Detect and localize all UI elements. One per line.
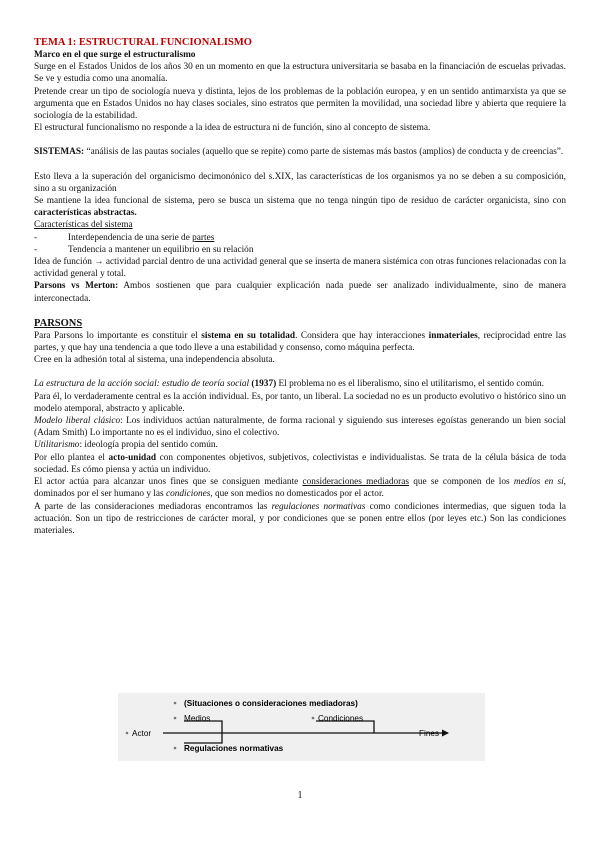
paragraph	[34, 439, 566, 451]
utilitarismo-label: Utilitarismo	[34, 440, 80, 451]
bullet-dash: -	[34, 232, 38, 243]
caracteristicas-heading: Características del sistema	[34, 220, 133, 231]
text-run: Ambos sostienen que para cualquier explicación nada puede ser analizado individualmente, sino de manera interconectada.	[34, 281, 566, 304]
paragraph	[34, 452, 566, 476]
section-heading-parsons: PARSONS	[34, 317, 83, 329]
section-heading-marco: Marco en el que surge el estructuralismo	[34, 50, 196, 60]
sistemas-definition	[34, 146, 566, 158]
paragraph	[34, 501, 566, 538]
text-run-underlined: consideraciones mediadoras	[302, 477, 409, 488]
dot-condiciones	[312, 717, 315, 720]
text-run: El problema no es el liberalismo, sino el utilitarismo, el sentido común.	[276, 379, 544, 390]
paragraph: Pretende crear un tipo de sociología nueva y distinta, lejos de los problemas de la población europea, y en un sentido antimarxista ya que se argumenta que en Estados Unidos no hay clases sociales, sino estratos que permiten la movilidad, una sociedad libre y abierta que requiere la sociología de la estabilidad.	[34, 86, 566, 122]
diagram-regulaciones: Regulaciones normativas	[184, 744, 284, 753]
dot-actor	[126, 732, 129, 735]
sistemas-text: “análisis de las pautas sociales (aquello que se repite) como parte de sistemas más bastos (amplios) de conducta y de creencias”.	[84, 147, 564, 158]
text-run: : Los individuos actúan naturalmente, de forma racional y siguiendo sus intereses egoístas generando un bien social (Adam Smith) Lo importante no es el individuo, sino el colectivo.	[34, 416, 566, 439]
main-arrowhead	[442, 730, 449, 737]
text-run-bold: inmateriales	[428, 330, 478, 341]
paragraph	[34, 415, 566, 439]
text-run: A parte de las consideraciones mediadoras encontramos las	[34, 501, 272, 512]
book-title: La estructura de la acción social: estudio de teoría social	[34, 379, 250, 390]
text-run-bold: sistema en su totalidad	[201, 330, 296, 341]
diagram-bullet-dots	[126, 702, 315, 750]
regulaciones-connector	[184, 733, 222, 743]
text-run: Por ello plantea el	[34, 452, 109, 463]
page-number: 1	[297, 790, 303, 801]
text-run: que se componen de los	[408, 477, 514, 488]
text-run-bold: características abstractas.	[34, 208, 137, 219]
text-run: El actor actúa para alcanzar unos fines que se consiguen mediante	[34, 477, 303, 488]
text-run: , que son medios no domesticados por el actor.	[210, 489, 384, 500]
accion-diagram	[118, 693, 485, 761]
caracteristicas-list	[34, 232, 566, 256]
diagram-fines: Fines	[419, 729, 440, 738]
sistemas-label: SISTEMAS:	[34, 147, 85, 158]
modelo-liberal-label: Modelo liberal clásico	[34, 416, 121, 427]
document-title: TEMA 1: ESTRUCTURAL FUNCIONALISMO	[34, 37, 252, 48]
paragraph: Surge en el Estados Unidos de los años 30 en un momento en que la estructura universitaria se basaba en la financiación de escuelas privadas. Se ve y estudia como una anomalía.	[34, 62, 566, 85]
text-run: como condiciones intermedias, que siguen toda la actuación. Son un tipo de restricciones de carácter moral, y por condiciones que se ponen entre ellos (por leyes etc.) Son las condiciones materiales.	[34, 501, 567, 536]
book-year: (1937)	[249, 379, 277, 390]
paragraph	[34, 378, 566, 390]
list-item	[34, 232, 566, 244]
dot-regulaciones	[174, 747, 177, 750]
text-run: Interdependencia de una serie de	[68, 232, 193, 243]
diagram-top-label: (Situaciones o consideraciones mediadoras)	[184, 699, 358, 708]
text-run-underlined: partes	[192, 232, 215, 243]
dot-top-label	[174, 702, 177, 705]
paragraph: Idea de función → actividad parcial dentro de una actividad general que se inserta de manera sistémica con otras funciones relacionadas con la actividad general y total.	[34, 257, 566, 280]
diagram-condiciones: Condiciones	[318, 714, 364, 723]
text-run: Tendencia a mantener un equilibrio en su relación	[68, 244, 254, 255]
text-run: , dominados por el ser humano y las	[34, 477, 566, 500]
text-run: : ideología propia del sentido común.	[79, 440, 218, 451]
text-run: , reciprocidad entre las partes, y que hay una tendencia a que todo lleve a una estabilidad y consenso, como máquina perfecta.	[34, 330, 567, 354]
list-item	[34, 244, 566, 256]
text-run: Se mantiene la idea funcional de sistema, pero se busca un sistema que no tenga ningún tipo de residuo de carácter organicista, sino con	[34, 196, 566, 207]
text-run-italic: regulaciones normativas	[271, 501, 366, 512]
text-run-italic: medios en sí	[513, 477, 564, 488]
paragraph	[34, 330, 566, 354]
paragraph	[34, 195, 566, 219]
accion-diagram-svg	[118, 693, 485, 761]
paragraph	[34, 280, 566, 304]
text-run-bold: acto-unidad	[108, 452, 157, 463]
parsons-merton-label: Parsons vs Merton:	[34, 281, 119, 292]
text-run: . Considera que hay interacciones	[295, 330, 429, 341]
text-run: Para Parsons lo importante es constituir el	[34, 330, 202, 341]
paragraph: El estructural funcionalismo no responde a la idea de estructura ni de función, sino al concepto de sistema.	[34, 123, 431, 134]
text-run-italic: condiciones	[165, 489, 211, 500]
diagram-actor: Actor	[132, 729, 152, 738]
document-body	[34, 36, 566, 537]
dot-medios	[174, 717, 177, 720]
paragraph: Para él, lo verdaderamente central es la acción individual. Es, por tanto, un liberal. La sociedad no es un producto evolutivo o histórico sino un modelo atemporal, abstracto y aplicable.	[34, 391, 566, 414]
paragraph: Cree en la adhesión total al sistema, una independencia absoluta.	[34, 355, 275, 366]
bullet-dash: -	[34, 244, 38, 255]
paragraph: Esto lleva a la superación del organicismo decimonónico del s.XIX, las características de los organismos ya no se deben a su composición, sino a su organización	[34, 171, 566, 194]
diagram-medios: Medios	[184, 714, 211, 723]
paragraph	[34, 476, 566, 500]
text-run: con componentes objetivos, subjetivos, colectivistas e individualistas. Se trata de la célula básica de toda sociedad. Es cómo piensa y actúa un individuo.	[34, 452, 566, 475]
